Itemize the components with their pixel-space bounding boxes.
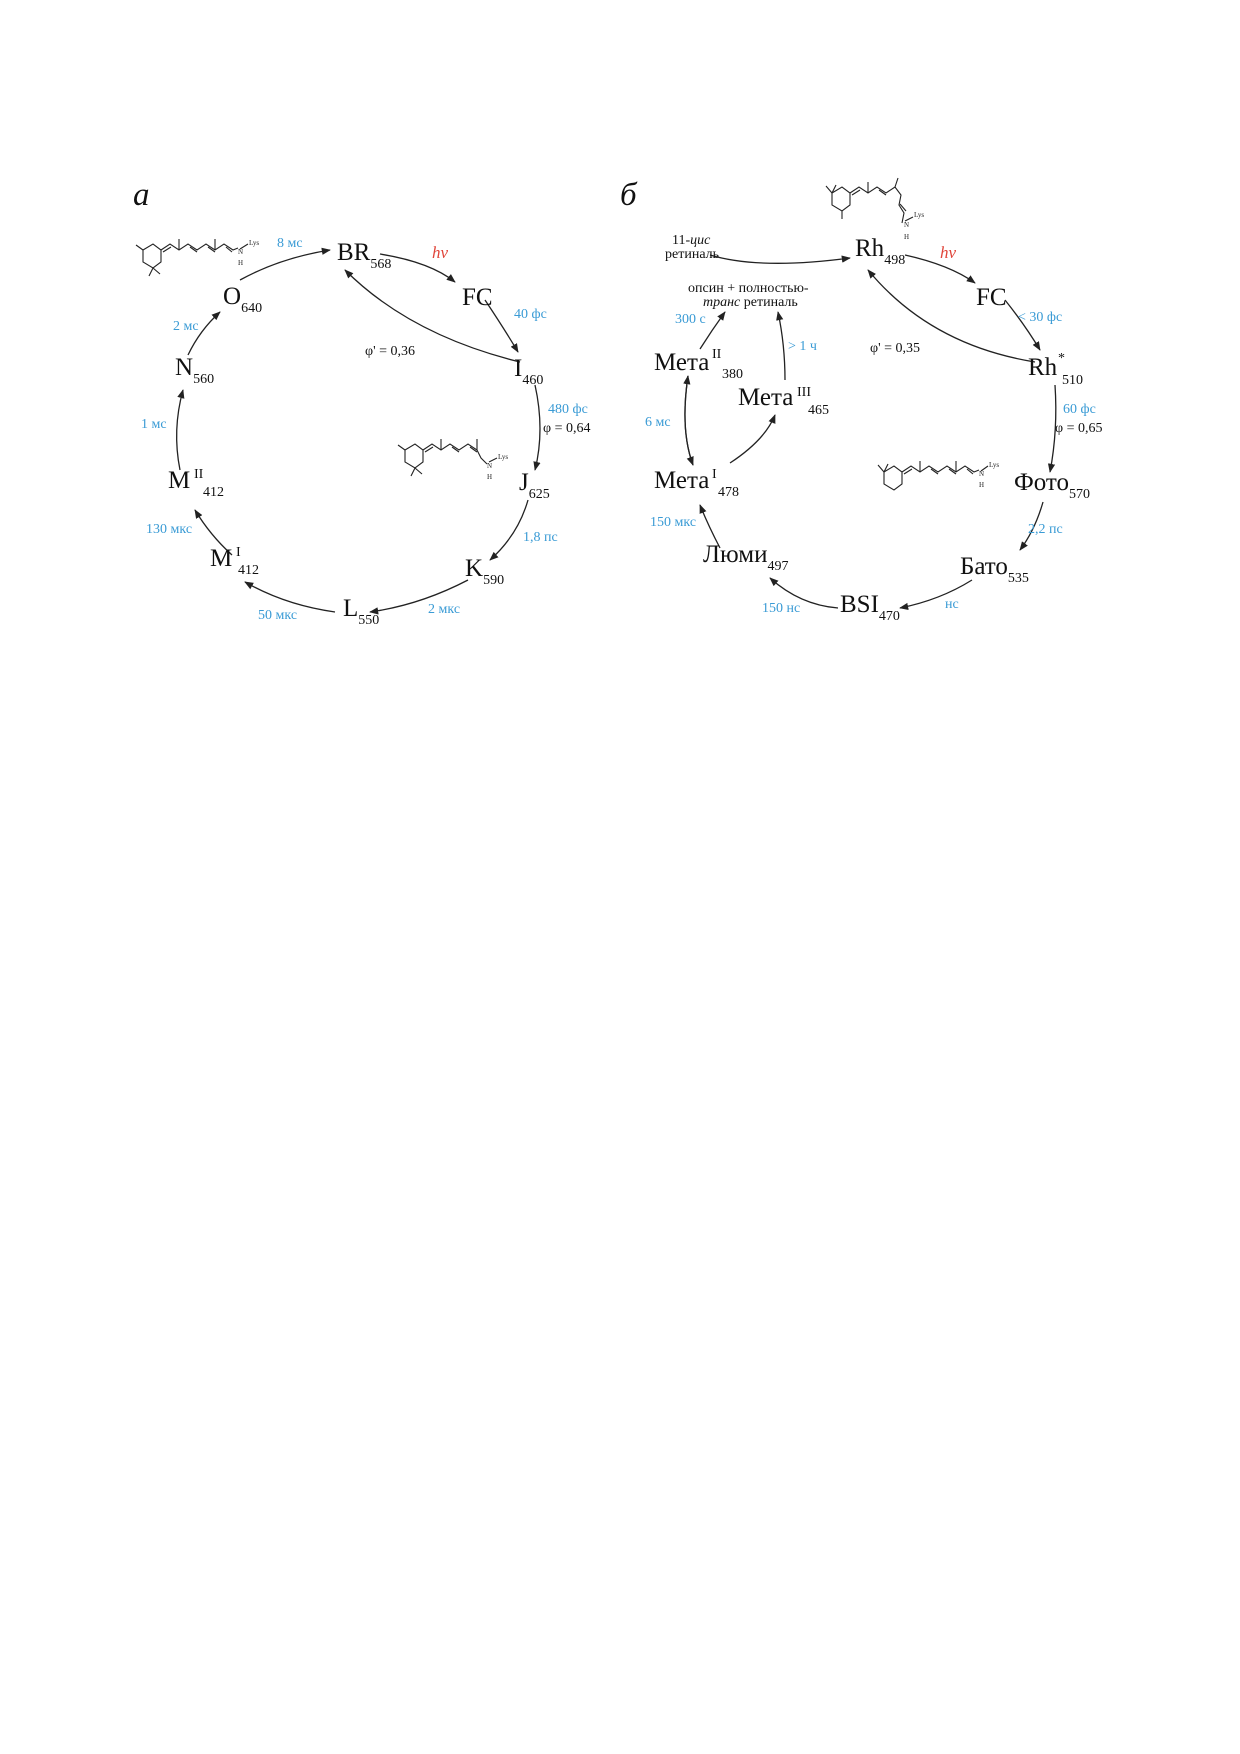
panel-a-label: а (133, 177, 150, 213)
time-meta3-opsin: > 1 ч (788, 339, 817, 354)
nitrogen-label: N (979, 470, 985, 478)
state-meta3-sup: III (797, 385, 811, 400)
yield-back-a: φ' = 0,36 (365, 344, 415, 359)
state-m2-sub: 412 (203, 485, 224, 500)
time-foto-bato: 2,2 пс (1028, 522, 1063, 537)
opsin-label-line2: транс ретиналь (703, 295, 798, 310)
lysine-label: Lys (249, 239, 260, 247)
yield-forward-b: φ = 0,65 (1055, 421, 1103, 436)
state-meta1-sup: I (712, 467, 717, 482)
state-rhstar-sub: 510 (1062, 373, 1083, 388)
state-rhstar-sup: * (1058, 351, 1065, 366)
cis-retinal-label: 11-цис (672, 233, 711, 248)
retinal-molecule-b2 (878, 461, 999, 490)
state-meta3-sub: 465 (808, 403, 829, 418)
time-bsi-lumi: 150 нс (762, 601, 801, 616)
hydrogen-label: H (904, 233, 910, 241)
lysine-label: Lys (914, 211, 925, 219)
arrow-m2-n (177, 390, 183, 470)
hydrogen-label: H (238, 259, 244, 267)
state-fc: FC (462, 284, 493, 311)
state-j: $J_{625}$ (519, 469, 550, 502)
time-rhstar-foto: 60 фс (1063, 402, 1096, 417)
state-rhstar: Rh (1028, 354, 1058, 381)
arrow-i-j (535, 385, 540, 470)
state-br: $BR_{568}$ (337, 239, 392, 272)
cis-retinal-label-line2: ретиналь (665, 247, 720, 262)
state-lumi: Люми$_{497}$ (703, 541, 789, 574)
lysine-label: Lys (498, 453, 509, 461)
retinal-molecule-a1 (136, 239, 259, 276)
time-fc-rhstar: < 30 фс (1018, 310, 1063, 325)
nitrogen-label: N (238, 248, 244, 256)
opsin-label-line1: опсин + полностью- (688, 281, 809, 296)
panel-a (133, 177, 590, 628)
state-l: $L_{550}$ (343, 595, 380, 628)
state-rh: $Rh_{498}$ (855, 235, 906, 268)
state-foto: Фото$_{570}$ (1014, 469, 1091, 502)
time-fc-i: 40 фс (514, 307, 547, 322)
time-j-k: 1,8 пс (523, 530, 558, 545)
arrow-meta3-opsin (778, 312, 785, 380)
state-m1-sub: 412 (238, 563, 259, 578)
time-i-j: 480 фс (548, 402, 588, 417)
nitrogen-label: N (904, 221, 910, 229)
arrow-meta1-meta3 (730, 415, 775, 463)
label-hv-b: hv (940, 243, 957, 262)
state-meta1-sub: 478 (718, 485, 739, 500)
retinal-molecule-a2 (398, 439, 508, 481)
time-n-o: 2 мс (173, 319, 199, 334)
panel-b (620, 177, 1102, 624)
time-l-m1: 50 мкс (258, 608, 298, 623)
retinal-molecule-b1 (826, 178, 924, 241)
lysine-label: Lys (989, 461, 1000, 469)
time-meta1-meta2: 6 мс (645, 415, 671, 430)
state-meta1: Мета (654, 467, 710, 494)
time-lumi-meta1: 150 мкс (650, 515, 697, 530)
time-m1-m2: 130 мкс (146, 522, 193, 537)
label-hv: hv (432, 243, 449, 262)
time-k-l: 2 мкс (428, 602, 461, 617)
state-bsi: $BSI_{470}$ (840, 591, 900, 624)
state-fc-b: FC (976, 284, 1007, 311)
hydrogen-label: H (979, 481, 985, 489)
state-m2-sup: II (194, 467, 204, 482)
time-o-br: 8 мс (277, 236, 303, 251)
state-meta2-sub: 380 (722, 367, 743, 382)
hydrogen-label: H (487, 473, 493, 481)
state-i: $I_{460}$ (514, 355, 544, 388)
time-bato-bsi: нс (945, 597, 959, 612)
state-m1: M (210, 545, 233, 572)
yield-forward-a: φ = 0,64 (543, 421, 591, 436)
time-m2-n: 1 мс (141, 417, 167, 432)
state-o: $O_{640}$ (223, 283, 263, 316)
state-meta2-sup: II (712, 347, 722, 362)
yield-back-b: φ' = 0,35 (870, 341, 920, 356)
state-meta2: Мета (654, 349, 710, 376)
panel-b-label: б (620, 177, 637, 213)
state-meta3: Мета (738, 384, 794, 411)
state-k: $K_{590}$ (465, 555, 505, 588)
nitrogen-label: N (487, 462, 493, 470)
arrow-fc-rhstar (1005, 300, 1040, 350)
time-meta2-opsin: 300 с (675, 312, 706, 327)
state-n: $N_{560}$ (175, 354, 215, 387)
state-bato: Бато$_{535}$ (960, 553, 1029, 586)
arrow-cis-rh (710, 255, 850, 263)
arrow-meta2-meta1 (685, 376, 693, 465)
arrow-bato-bsi (900, 580, 972, 608)
state-m2: M (168, 467, 191, 494)
arrow-o-br (240, 250, 330, 280)
state-m1-sup: I (236, 545, 241, 560)
